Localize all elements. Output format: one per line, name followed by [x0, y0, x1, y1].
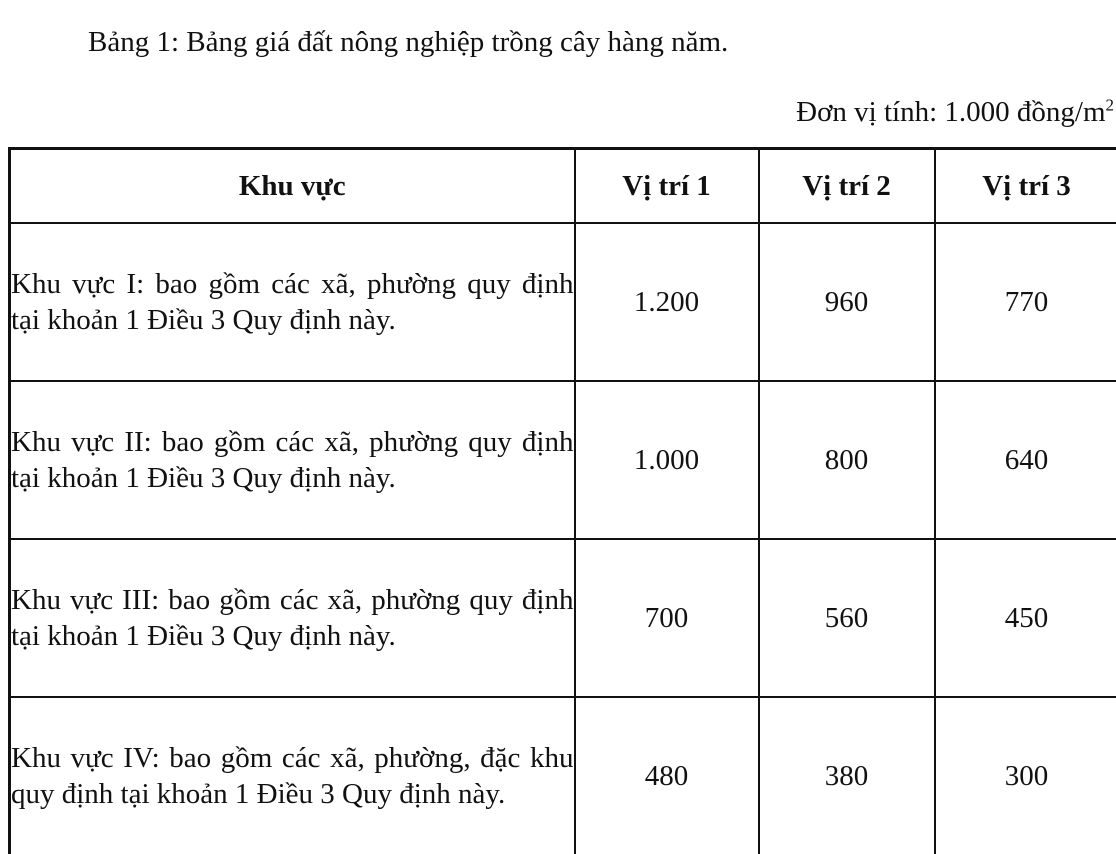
unit-superscript: 2 — [1106, 95, 1115, 114]
area-cell: Khu vực III: bao gồm các xã, phường quy định tại khoản 1 Điều 3 Quy định này. — [10, 539, 575, 697]
price-position-3: 450 — [935, 539, 1116, 697]
header-position-3: Vị trí 3 — [935, 149, 1116, 224]
header-area: Khu vực — [10, 149, 575, 224]
price-position-2: 380 — [759, 697, 935, 854]
price-position-1: 1.000 — [575, 381, 759, 539]
price-position-1: 700 — [575, 539, 759, 697]
price-position-2: 800 — [759, 381, 935, 539]
price-position-1: 480 — [575, 697, 759, 854]
unit-label — [796, 92, 1114, 132]
unit-text: Đơn vị tính: 1.000 đồng/m — [796, 96, 1105, 128]
table-caption: Bảng 1: Bảng giá đất nông nghiệp trồng cây hàng năm. — [88, 22, 728, 62]
table-row — [10, 697, 1116, 854]
area-cell: Khu vực I: bao gồm các xã, phường quy định tại khoản 1 Điều 3 Quy định này. — [10, 223, 575, 381]
land-price-table — [8, 147, 1116, 854]
area-cell: Khu vực IV: bao gồm các xã, phường, đặc khu quy định tại khoản 1 Điều 3 Quy định này. — [10, 697, 575, 854]
price-position-2: 560 — [759, 539, 935, 697]
table-row — [10, 223, 1116, 381]
price-position-3: 300 — [935, 697, 1116, 854]
table-row — [10, 539, 1116, 697]
header-position-1: Vị trí 1 — [575, 149, 759, 224]
table-row — [10, 381, 1116, 539]
price-position-3: 640 — [935, 381, 1116, 539]
price-position-3: 770 — [935, 223, 1116, 381]
area-cell: Khu vực II: bao gồm các xã, phường quy định tại khoản 1 Điều 3 Quy định này. — [10, 381, 575, 539]
price-position-2: 960 — [759, 223, 935, 381]
table-header-row — [10, 149, 1116, 224]
price-position-1: 1.200 — [575, 223, 759, 381]
header-position-2: Vị trí 2 — [759, 149, 935, 224]
